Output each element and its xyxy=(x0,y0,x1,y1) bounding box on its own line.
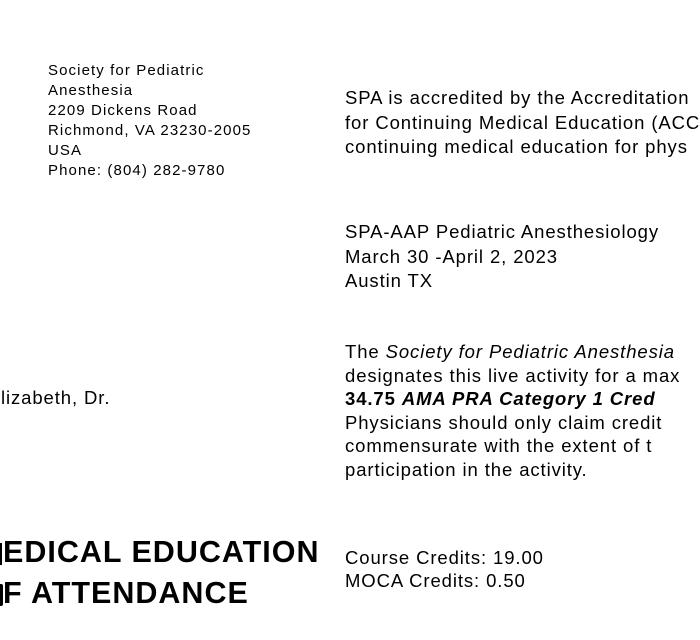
accreditation-line: for Continuing Medical Education (ACC xyxy=(345,111,700,133)
address-line: Phone: (804) 282-9780 xyxy=(48,162,226,179)
designation-statement xyxy=(345,340,681,481)
event-title: SPA-AAP Pediatric Anesthesiology xyxy=(345,221,659,242)
address-line: USA xyxy=(48,142,83,159)
certificate-title xyxy=(3,532,320,614)
course-credits: Course Credits: 19.00 xyxy=(345,547,544,568)
certificate-title-line-1: EDICAL EDUCATION xyxy=(3,535,320,569)
sender-address-block xyxy=(48,61,251,181)
credits-block xyxy=(345,547,640,592)
moca-credits: MOCA Credits: 0.50 xyxy=(345,569,526,591)
attendee-name: lizabeth, Dr. xyxy=(1,387,111,408)
designation-line: commensurate with the extent of t xyxy=(345,435,653,456)
designation-line: designates this live activity for a max xyxy=(345,364,681,386)
address-line: Society for Pediatric xyxy=(48,62,205,79)
address-line: Richmond, VA 23230-2005 xyxy=(48,122,252,139)
address-line: Anesthesia xyxy=(48,82,134,99)
accreditation-line: SPA is accredited by the Accreditation xyxy=(345,87,690,108)
event-info-block xyxy=(345,220,659,294)
certificate-title-line-2: F ATTENDANCE xyxy=(3,576,249,610)
address-line: 2209 Dickens Road xyxy=(48,102,198,119)
designation-line xyxy=(345,387,656,411)
designation-text: The xyxy=(345,341,386,362)
designation-line: Physicians should only claim credit xyxy=(345,411,663,433)
designation-line: participation in the activity. xyxy=(345,458,588,480)
clipped-letter-fragment-o xyxy=(0,584,3,606)
event-dates: March 30 -April 2, 2023 xyxy=(345,245,558,267)
credit-amount-bold: 34.75 xyxy=(345,388,402,409)
society-name-italic: Society for Pediatric Anesthesia xyxy=(385,341,675,362)
ama-pra-category-bold-italic: AMA PRA Category 1 Cred xyxy=(401,388,656,409)
accreditation-line: continuing medical education for phys xyxy=(345,136,688,157)
designation-line xyxy=(345,340,675,364)
accreditation-statement xyxy=(345,86,700,160)
clipped-letter-fragment-m xyxy=(0,543,2,565)
event-location: Austin TX xyxy=(345,270,433,291)
